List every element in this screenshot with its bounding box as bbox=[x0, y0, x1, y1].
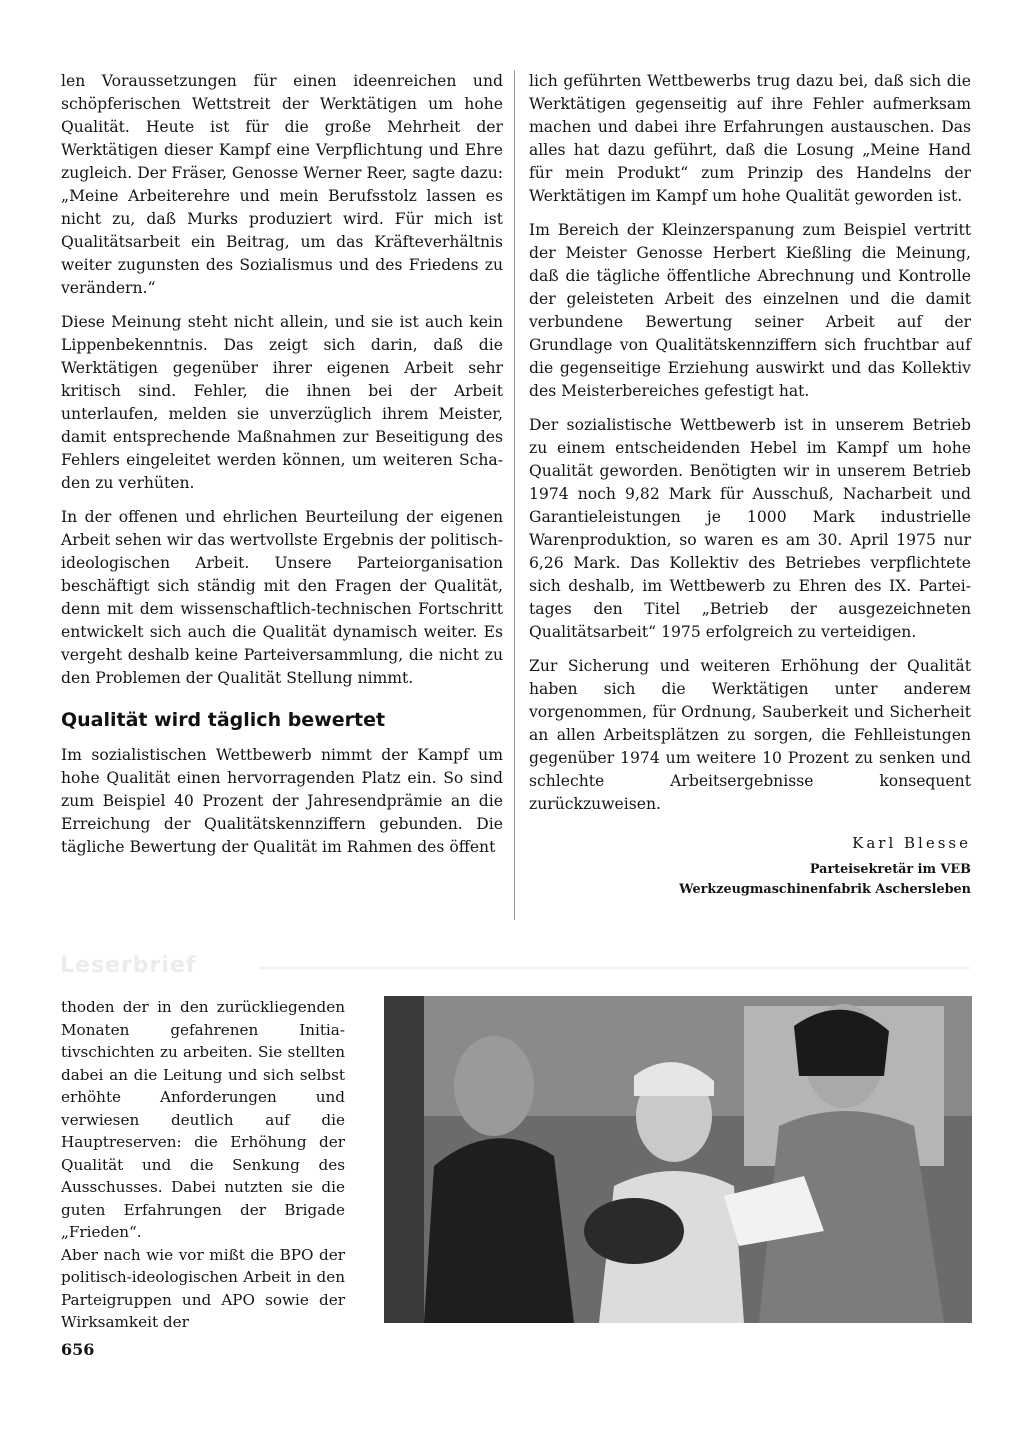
body-paragraph: Der sozialistische Wettbewerb ist in unserem Betrieb zu einem entscheidenden Hebel im Kampf um hohe Qualität geworden. Benötigten wir in unserem Betrieb 1974 noch 9,82 Mark für Ausschuß, Nacharbeit und Garantieleistungen je 1000 Mark industrielle Warenproduktion, so waren es am 30. April 1975 nur 6,26 Mark. Das Kollektiv des Betriebes verpflichtete sich deshalb, im Wettbewerb zu Ehren des IX. Parteitages den Titel „Betrieb der ausgezeichneten Qualitätsarbeit“ 1975 erfolgreich zu verteidigen. bbox=[529, 416, 971, 641]
workers-photograph bbox=[384, 996, 972, 1323]
article-left-column bbox=[61, 70, 503, 870]
page-number: 656 bbox=[61, 1340, 95, 1359]
body-paragraph: Aber nach wie vor mißt die BPO der politisch-ideologischen Arbeit in den Parteigruppen und APO sowie der Wirksamkeit der bbox=[61, 1245, 345, 1331]
body-paragraph: Im sozialistischen Wettbewerb nimmt der Kampf um hohe Qualität einen hervorragenden Platz ein. So sind zum Beispiel 40 Prozent der Jahresendprämie an die Erreichung der Qualitätskennziffern gebunden. Die tägliche Bewertung der Qualität im Rahmen des öffent bbox=[61, 746, 503, 856]
photo-illustration bbox=[384, 996, 972, 1323]
author-name: Karl Blesse bbox=[852, 834, 971, 852]
body-paragraph: len Voraussetzungen für einen ideenreichen und schöpferischen Wettstreit der Werktätigen um hohe Qualität. Heute ist für die große Mehrheit der Werktätigen dieser Kampf eine Verpflichtung und Ehre zugleich. Der Fräser, Genosse Werner Reer, sagte dazu: „Meine Arbeiterehre und mein Berufsstolz lassen es nicht zu, daß Murks produziert wird. Für mich ist Qualitätsarbeit ein Beitrag, um das Kräfteverhältnis weiter zugunsten des Sozialismus und des Friedens zu verändern.“ bbox=[61, 72, 503, 297]
faded-heading-text: Leserbrief bbox=[60, 953, 197, 978]
author-role: Parteisekretär im VEB bbox=[809, 862, 971, 877]
column-divider bbox=[514, 70, 515, 920]
section-subheading: Qualität wird täglich bewertet bbox=[61, 709, 386, 731]
body-paragraph: Zur Sicherung und weiteren Erhöhung der Qualität haben sich die Werktätigen unter andereм vorgenommen, für Ordnung, Sauberkeit und Sicherheit an allen Arbeitsplätzen zu sorgen, die Fehlleistungen gegenüber 1974 um weitere 10 Prozent zu senken und schlechte Arbeitsergebnisse konsequent zurückzuweisen. bbox=[529, 657, 971, 813]
bottom-text-column bbox=[61, 996, 345, 1334]
body-paragraph: In der offenen und ehrlichen Beurteilung der eigenen Arbeit sehen wir das wertvollste Ergebnis der politisch-ideologischen Arbeit. Unsere Parteiorganisation beschäftigt sich ständig mit den Fragen der Qualität, denn mit dem wissenschaftlich-technischen Fortschritt entwickelt sich auch die Qualität dynamisch weiter. Es vergeht deshalb keine Parteiversammlung, die nicht zu den Problemen der Qualität Stellung nimmt. bbox=[61, 508, 503, 687]
body-paragraph: Diese Meinung steht nicht allein, und sie ist auch kein Lippenbekenntnis. Das zeigt sich darin, daß die Werktätigen gegenüber ihrer eigenen Arbeit sehr kritisch sind. Fehler, die ihnen bei der Arbeit unterlaufen, melden sie unverzüglich ihrem Meister, damit entsprechende Maßnahmen zur Beseitigung des Fehlers eingeleitet werden können, um weiteren Schaden zu verhüten. bbox=[61, 313, 503, 492]
article-right-column bbox=[529, 70, 971, 900]
faded-heading bbox=[60, 953, 970, 979]
body-paragraph: thoden der in den zurückliegenden Monaten gefahrenen Initiativschichten zu arbeiten. Sie stellten dabei an die Leitung und sich selbst erhöhte Anforderungen und verwiesen deutlich auf die Hauptreserven: die Erhöhung der Qualität und die Senkung des Ausschusses. Dabei nutzten sie die guten Erfahrungen der Brigade „Frieden“. bbox=[61, 998, 345, 1241]
body-paragraph: Im Bereich der Kleinzerspanung zum Beispiel vertritt der Meister Genosse Herbert Kießling die Meinung, daß die tägliche öffentliche Abrechnung und Kontrolle der geleisteten Arbeit des einzelnen und die damit verbundene Bewertung seiner Arbeit auf der Grundlage von Qualitätskennziffern sich fruchtbar auf die gegenseitige Erziehung auswirkt und das Kollektiv des Meisterbereiches gefestigt hat. bbox=[529, 221, 971, 400]
body-paragraph: lich geführten Wettbewerbs trug dazu bei, daß sich die Werktätigen gegenseitig auf ihre Fehler aufmerksam machen und dabei ihre Erfahrungen austauschen. Das alles hat dazu geführt, daß die Losung „Meine Hand für mein Produkt“ zum Prinzip des Handelns der Werktätigen im Kampf um hohe Qualität geworden ist. bbox=[529, 72, 971, 205]
author-company: Werkzeugmaschinenfabrik Aschersleben bbox=[679, 882, 971, 897]
